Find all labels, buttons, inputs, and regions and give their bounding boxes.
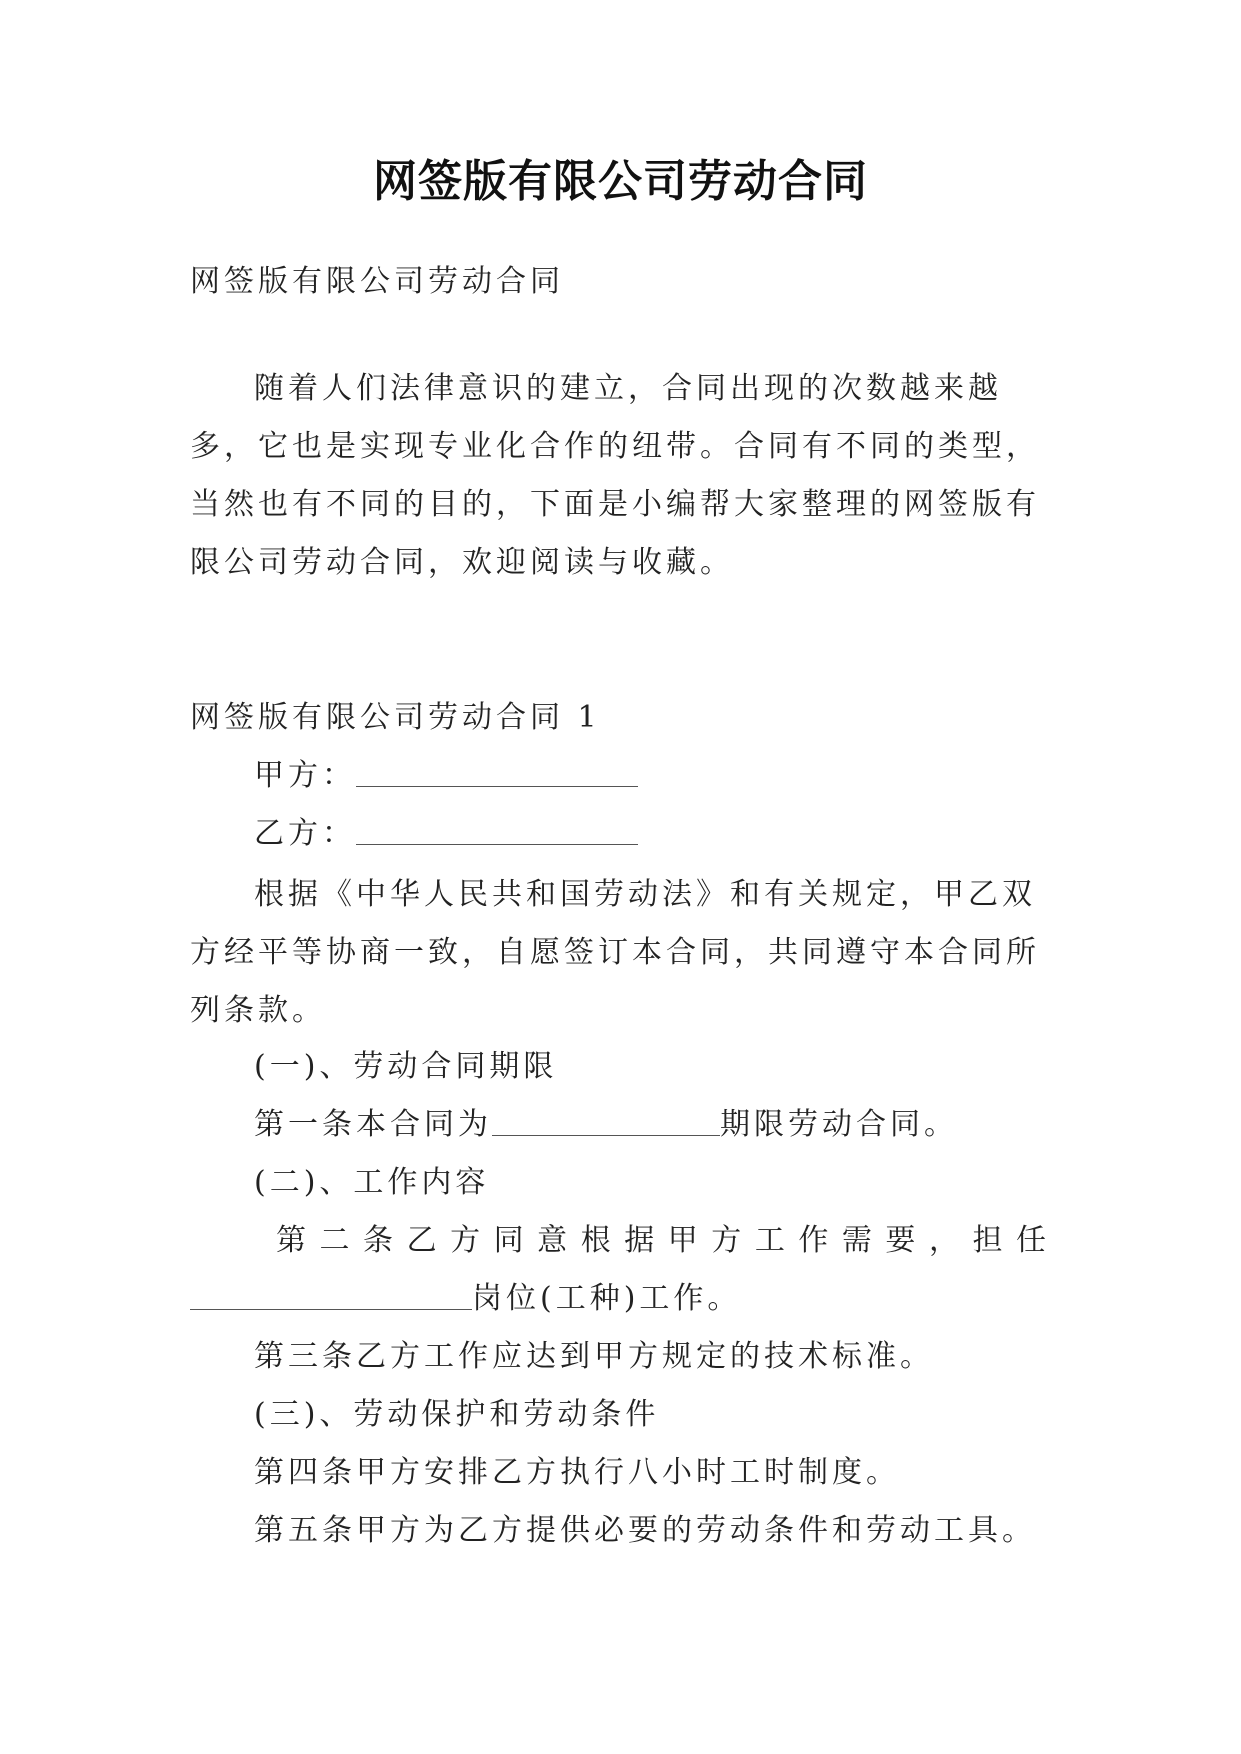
section-1-heading: (一)、劳动合同期限	[254, 1049, 558, 1084]
article-2-blank	[190, 1285, 472, 1310]
party-a-blank	[356, 762, 638, 787]
article-5: 第五条甲方为乙方提供必要的劳动条件和劳动工具。	[254, 1513, 1036, 1548]
section-2-heading: (二)、工作内容	[254, 1165, 490, 1200]
article-2-line-2	[190, 1279, 741, 1319]
article-1-blank	[492, 1111, 720, 1136]
section-3-heading: (三)、劳动保护和劳动条件	[254, 1397, 660, 1432]
party-b-row	[254, 814, 638, 854]
party-a-label: 甲方：	[254, 758, 356, 793]
article-1-prefix: 第一条本合同为	[254, 1107, 492, 1142]
article-1-suffix: 期限劳动合同。	[720, 1107, 958, 1142]
article-4: 第四条甲方安排乙方执行八小时工时制度。	[254, 1455, 900, 1490]
document-title: 网签版有限公司劳动合同	[373, 156, 868, 207]
article-2-line-1: 第二条乙方同意根据甲方工作需要，担任	[276, 1223, 1050, 1258]
party-b-label: 乙方：	[254, 816, 356, 851]
document-subtitle: 网签版有限公司劳动合同	[190, 264, 564, 299]
party-a-row	[254, 756, 638, 796]
article-3: 第三条乙方工作应达到甲方规定的技术标准。	[254, 1339, 934, 1374]
article-1	[254, 1105, 958, 1145]
intro-paragraph: 随着人们法律意识的建立，合同出现的次数越来越多，它也是实现专业化合作的纽带。合同有不同的类型，当然也有不同的目的，下面是小编帮大家整理的网签版有限公司劳动合同，欢迎阅读与收藏。	[190, 371, 1040, 580]
basis-paragraph: 根据《中华人民共和国劳动法》和有关规定，甲乙双方经平等协商一致，自愿签订本合同，共同遵守本合同所列条款。	[190, 877, 1040, 1028]
contract-heading: 网签版有限公司劳动合同 1	[190, 700, 601, 735]
article-2-suffix: 岗位(工种)工作。	[472, 1281, 742, 1316]
party-b-blank	[356, 820, 638, 845]
